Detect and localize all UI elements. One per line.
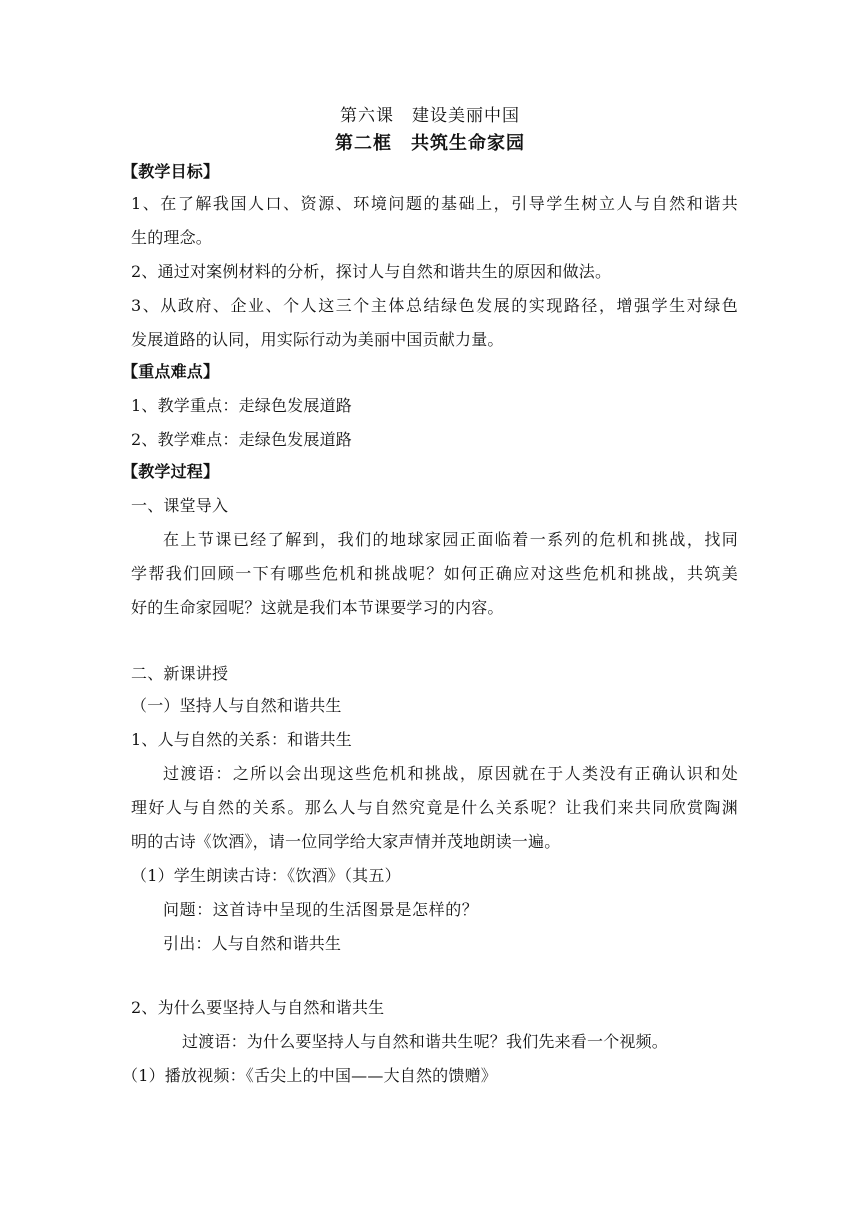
transition-1-line-3: 明的古诗《饮酒》，请一位同学给大家声情并茂地朗读一遍。 <box>131 832 561 851</box>
point-1: 1、人与自然的关系：和谐共生 <box>131 730 352 749</box>
subsection-1: （一）坚持人与自然和谐共生 <box>131 696 342 715</box>
objective-3-line-2: 发展道路的认同，用实际行动为美丽中国贡献力量。 <box>131 330 504 349</box>
key-point-2: 2、教学难点：走绿色发展道路 <box>131 430 352 449</box>
lead-1: 引出：人与自然和谐共生 <box>163 934 342 953</box>
transition-2: 过渡语：为什么要坚持人与自然和谐共生呢？我们先来看一个视频。 <box>182 1032 669 1051</box>
objective-1-line-2: 生的理念。 <box>131 228 213 247</box>
objective-1-line-1: 1、在了解我国人口、资源、环境问题的基础上，引导学生树立人与自然和谐共 <box>131 194 738 213</box>
intro-heading: 一、课堂导入 <box>131 496 229 515</box>
question-1: 问题：这首诗中呈现的生活图景是怎样的？ <box>163 900 479 919</box>
lesson-title: 第六课 建设美丽中国 <box>340 106 520 126</box>
key-point-1: 1、教学重点：走绿色发展道路 <box>131 396 352 415</box>
key-points-heading: 【重点难点】 <box>122 362 220 381</box>
section-title: 第二框 共筑生命家园 <box>335 133 525 154</box>
objectives-heading: 【教学目标】 <box>122 162 220 181</box>
new-lesson-heading: 二、新课讲授 <box>131 664 229 683</box>
process-heading: 【教学过程】 <box>122 462 220 481</box>
objective-3-line-1: 3、从政府、企业、个人这三个主体总结绿色发展的实现路径，增强学生对绿色 <box>131 296 738 315</box>
step-2: （1）播放视频：《舌尖上的中国——大自然的馈赠》 <box>122 1066 497 1085</box>
step-1: （1）学生朗读古诗：《饮酒》（其五） <box>131 866 401 885</box>
objective-2: 2、通过对案例材料的分析，探讨人与自然和谐共生的原因和做法。 <box>131 262 612 281</box>
intro-line-1: 在上节课已经了解到，我们的地球家园正面临着一系列的危机和挑战，找同 <box>163 530 738 549</box>
transition-1-line-2: 理好人与自然的关系。那么人与自然究竟是什么关系呢？让我们来共同欣赏陶渊 <box>131 798 738 817</box>
intro-line-2: 学帮我们回顾一下有哪些危机和挑战呢？如何正确应对这些危机和挑战，共筑美 <box>131 564 738 583</box>
transition-1-line-1: 过渡语：之所以会出现这些危机和挑战，原因就在于人类没有正确认识和处 <box>163 764 738 783</box>
intro-line-3: 好的生命家园呢？这就是我们本节课要学习的内容。 <box>131 598 504 617</box>
point-2: 2、为什么要坚持人与自然和谐共生 <box>131 998 385 1017</box>
